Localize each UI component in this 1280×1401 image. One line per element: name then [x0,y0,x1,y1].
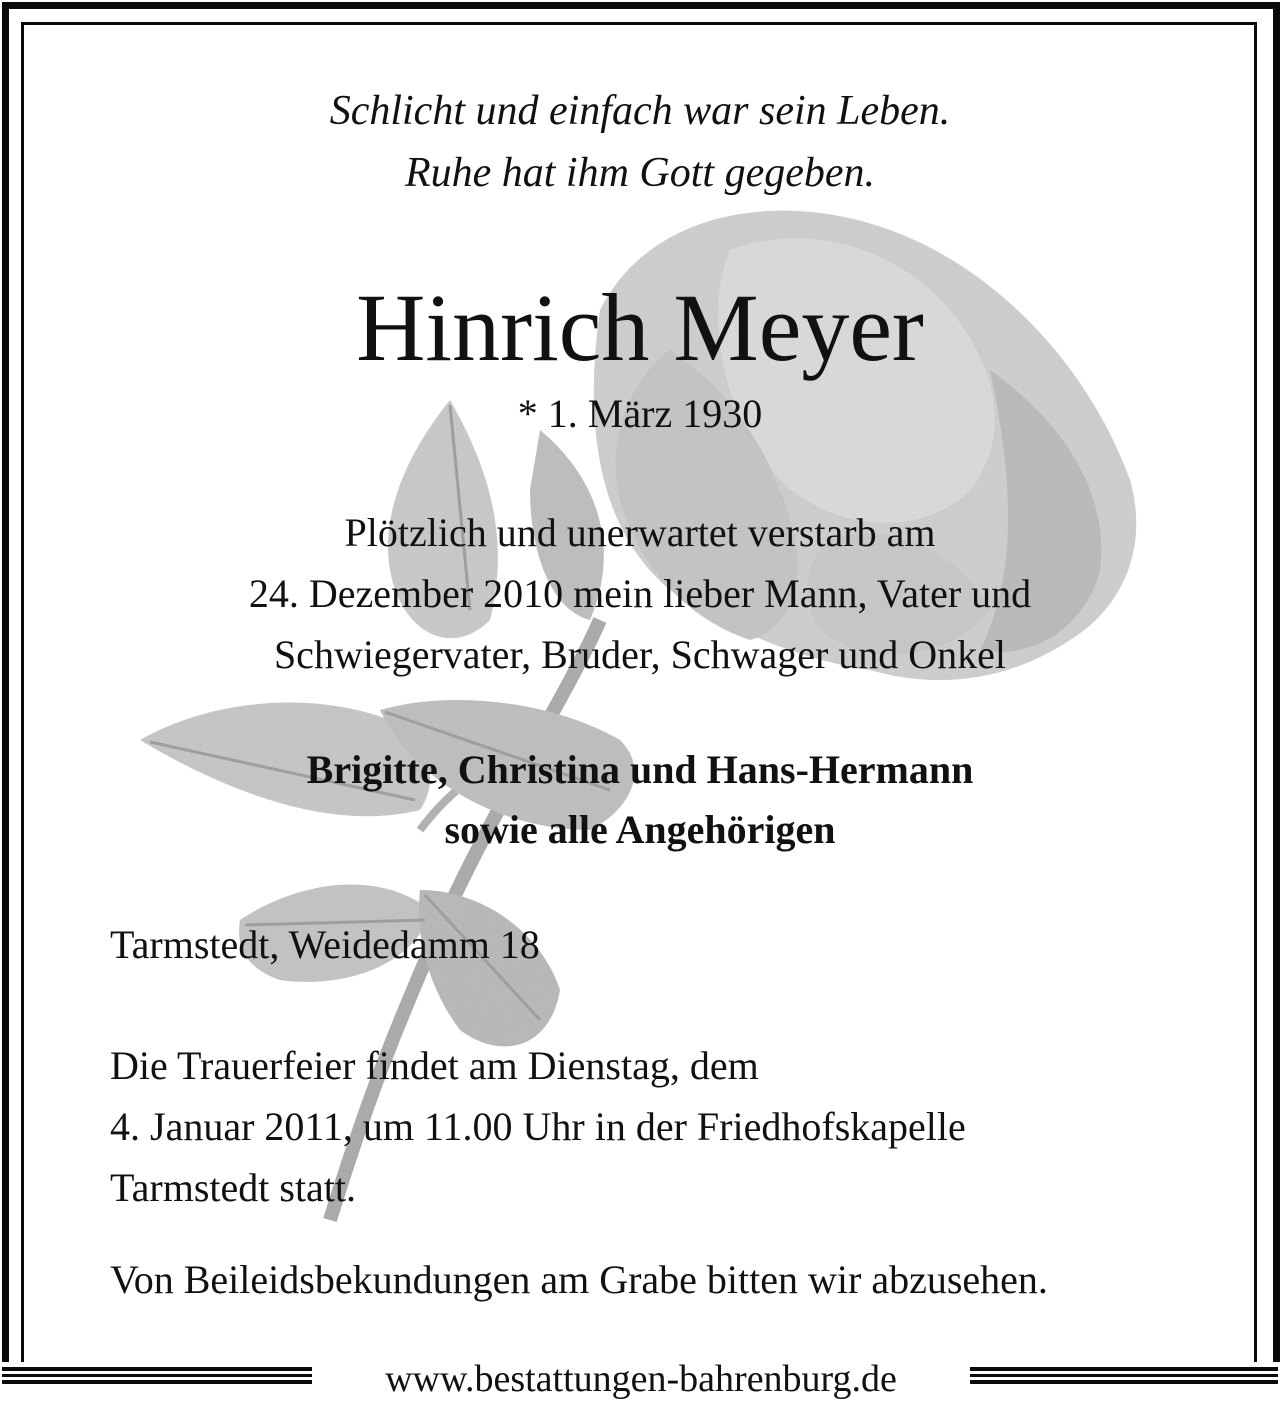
mourners [0,740,1280,860]
condolences-note: Von Beileidsbekundungen am Grabe bitten wir abzusehen. [110,1257,1048,1302]
service-line-3: Tarmstedt statt. [110,1165,357,1210]
service-line-1: Die Trauerfeier findet am Dienstag, dem [110,1043,759,1088]
death-notice-line-2: 24. Dezember 2010 mein lieber Mann, Vater und [248,571,1032,616]
website-link[interactable]: www.bestattungen-bahrenburg.de [385,1358,897,1400]
service-line-2: 4. Januar 2011, um 11.00 Uhr in der Friedhofskapelle [110,1104,966,1149]
motto-line-1: Schlicht und einfach war sein Leben. [329,88,951,134]
funeral-service-info [110,1035,1190,1218]
birth-date: * 1. März 1930 [517,391,763,436]
mourners-line-2: sowie alle Angehörigen [444,807,836,852]
death-notice-line-3: Schwiegervater, Bruder, Schwager und Onkel [273,632,1007,677]
footer-rule-left [2,1367,312,1384]
deceased-name: Hinrich Meyer [356,274,924,381]
death-notice-line-1: Plötzlich und unerwartet verstarb am [344,510,936,555]
mourners-line-1: Brigitte, Christina und Hans-Hermann [306,747,974,792]
death-notice [0,502,1280,685]
address: Tarmstedt, Weidedamm 18 [110,922,540,967]
motto-line-2: Ruhe hat ihm Gott gegeben. [404,150,876,196]
footer-rule-right [970,1367,1278,1384]
motto [0,80,1280,204]
